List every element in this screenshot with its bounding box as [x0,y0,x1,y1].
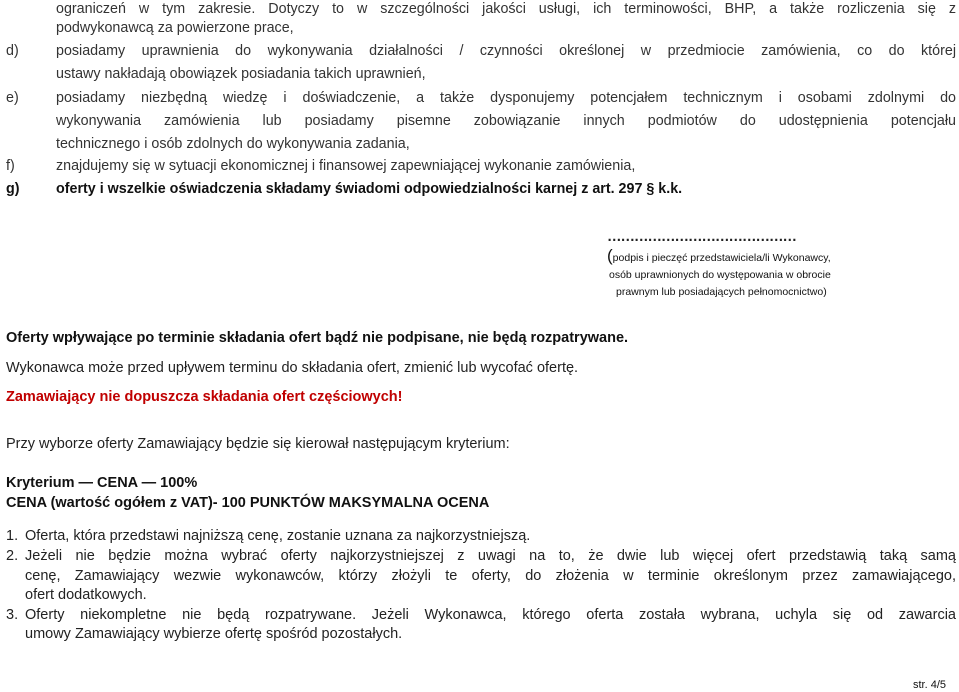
item-e-label: e) [6,90,19,106]
item-d-line-2: ustawy nakładają obowiązek posiadania takich uprawnień, [56,66,426,82]
rule-1-text: Oferta, która przedstawi najniższą cenę, zostanie uznana za najkorzystniejszą. [25,528,531,544]
signature-dots: …………………………………… [607,229,796,245]
late-offers-note: Oferty wpływające po terminie składania ofert bądź nie podpisane, nie będą rozpatrywane. [6,330,629,346]
item-e-line-3: technicznego i osób zdolnych do wykonywania zadania, [56,136,410,152]
item-d-label: d) [6,43,19,59]
rule-1-number: 1. [6,528,19,544]
rule-2-line-3: ofert dodatkowych. [25,587,147,603]
signature-line-1 [607,246,831,265]
rule-2-line-1: Jeżeli nie będzie można wybrać oferty najkorzystniejszej z uwagi na to, że dwie lub więcej ofert przedstawią taką samą [25,548,956,564]
item-g-line-1: oferty i wszelkie oświadczenia składamy świadomi odpowiedzialności karnej z art. 297 § k.k. [56,181,683,197]
rule-3-number: 3. [6,607,19,623]
item-e-line-2: wykonywania zamówienia lub posiadamy pisemne zobowiązanie innych podmiotów do udostępnienia potencjału [56,113,956,129]
criterion-points: CENA (wartość ogółem z VAT)- 100 PUNKTÓW MAKSYMALNA OCENA [6,495,490,511]
page-number: str. 4/5 [913,679,947,691]
change-offer-note: Wykonawca może przed upływem terminu do składania ofert, zmienić lub wycofać ofertę. [6,360,579,376]
item-f-label: f) [6,158,15,174]
signature-line-2: osób uprawnionych do występowania w obrocie [609,269,831,281]
no-partial-offers-note: Zamawiający nie dopuszcza składania ofert częściowych! [6,389,403,405]
signature-text-1: podpis i pieczęć przedstawiciela/li Wykonawcy, [612,252,831,264]
rule-2-number: 2. [6,548,19,564]
item-d-line-1: posiadamy uprawnienia do wykonywania działalności / czynności określonej w przedmiocie zamówienia, co do której [56,43,956,59]
criterion-intro: Przy wyborze oferty Zamawiający będzie się kierował następującym kryterium: [6,436,510,452]
rule-3-line-1: Oferty niekompletne nie będą rozpatrywane. Jeżeli Wykonawca, którego oferta została wybrana, uchyla się od zawarcia [25,607,956,623]
signature-paren: ( [607,246,613,265]
item-g-label: g) [6,181,20,197]
item-e-line-1: posiadamy niezbędną wiedzę i doświadczenie, a także dysponujemy potencjałem technicznym i osobami zdolnymi do [56,90,956,106]
item-c-line-1: ograniczeń w tym zakresie. Dotyczy to w szczególności jakości usługi, ich terminowości, BHP, a także rozliczenia się z [56,1,956,17]
rule-3-line-2: umowy Zamawiający wybierze ofertę spośród pozostałych. [25,626,403,642]
signature-line-3: prawnym lub posiadających pełnomocnictwo) [616,286,827,298]
rule-2-line-2: cenę, Zamawiający wezwie wykonawców, którzy złożyli te oferty, do złożenia w terminie określonym przez zamawiającego, [25,568,956,584]
criterion-title: Kryterium — CENA — 100% [6,475,198,491]
item-c-line-2: podwykonawcą za powierzone prace, [56,20,294,36]
item-f-line-1: znajdujemy się w sytuacji ekonomicznej i finansowej zapewniającej wykonanie zamówienia, [56,158,636,174]
